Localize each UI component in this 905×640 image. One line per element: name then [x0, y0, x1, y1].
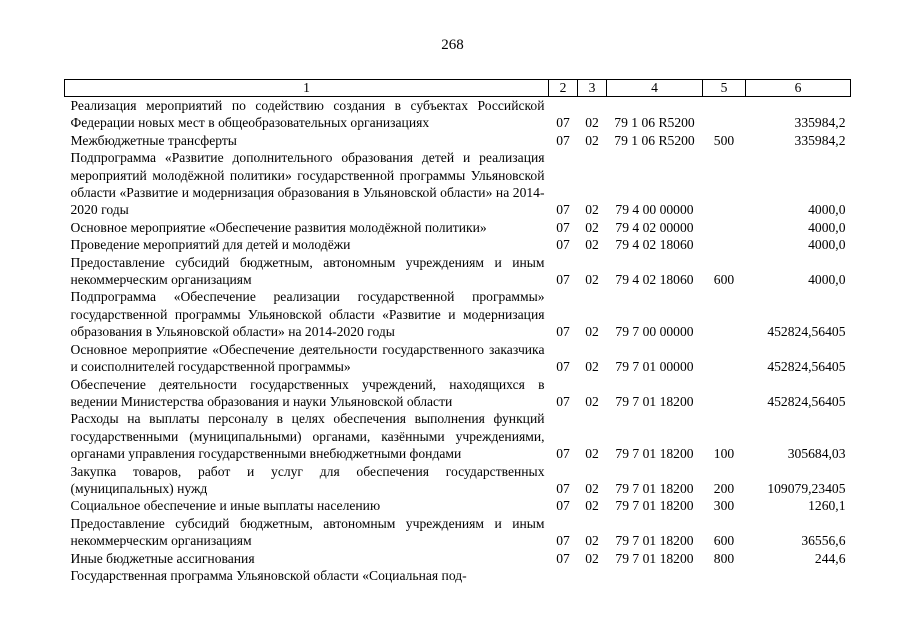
table-row: [65, 219, 851, 236]
table-row: [65, 497, 851, 514]
table-header-row: [65, 80, 851, 97]
subsection-code-cell: 02: [585, 237, 599, 253]
amount-cell: 305684,03: [787, 446, 846, 462]
expense-type-cell: 500: [713, 132, 735, 148]
target-article-cell: 79 7 01 18200: [615, 393, 694, 409]
row-name-cell: Предоставление субсидий бюджетным, автономным учреждениям и иным некоммерческим организациям: [70, 254, 545, 288]
table-row: [65, 567, 851, 584]
subsection-code-cell: 02: [585, 480, 599, 496]
header-cell-6: 6: [746, 80, 851, 97]
amount-cell: 4000,0: [808, 219, 846, 235]
subsection-code-cell: 02: [585, 393, 599, 409]
expense-type-cell: [703, 97, 746, 132]
expense-type-cell: [703, 149, 746, 219]
amount-cell: 452824,56405: [767, 393, 846, 409]
amount-cell: 244,6: [814, 550, 846, 566]
row-name-cell: Расходы на выплаты персоналу в целях обеспечения выполнения функций государственными (муниципальными) органами, казёнными учреждениями, органами управления государственными внебюджетными фондами: [70, 411, 545, 462]
amount-cell: 452824,56405: [767, 359, 846, 375]
row-name-cell: Основное мероприятие «Обеспечение деятельности государственного заказчика и соисполнителей государственной программы»: [70, 341, 545, 375]
table-row: [65, 236, 851, 253]
subsection-code-cell: 02: [585, 272, 599, 288]
subsection-code-cell: 02: [585, 324, 599, 340]
table-row: [65, 376, 851, 411]
target-article-cell: 79 4 02 18060: [615, 272, 694, 288]
expense-type-cell: 600: [713, 272, 735, 288]
row-name-cell: Государственная программа Ульяновской области «Социальная под-: [70, 567, 467, 583]
amount-cell: 452824,56405: [767, 324, 846, 340]
row-name-cell: Подпрограмма «Развитие дополнительного образования детей и реализация мероприятий молодёжной политики» государственной программы Ульяновской области «Развитие и модернизация образования в Ульяновской области» на 2014-2020 годы: [70, 150, 545, 218]
table-row: [65, 463, 851, 498]
table-row: [65, 254, 851, 289]
section-code-cell: 07: [556, 115, 570, 131]
expense-type-cell: [703, 567, 746, 584]
subsection-code-cell: 02: [585, 533, 599, 549]
section-code-cell: 07: [556, 272, 570, 288]
target-article-cell: 79 4 02 00000: [615, 219, 694, 235]
row-name-cell: Реализация мероприятий по содействию создания в субъектах Российской Федерации новых мест в общеобразовательных организациях: [70, 98, 545, 131]
row-name-cell: Закупка товаров, работ и услуг для обеспечения государственных (муниципальных) нужд: [70, 463, 545, 496]
header-cell-4: 4: [607, 80, 703, 97]
target-article-cell: [607, 567, 703, 584]
row-name-cell: Обеспечение деятельности государственных учреждений, находящихся в ведении Министерства образования и науки Ульяновской области: [70, 376, 545, 409]
amount-cell: 4000,0: [808, 237, 846, 253]
target-article-cell: 79 7 01 00000: [615, 359, 694, 375]
expense-type-cell: [703, 236, 746, 253]
section-code-cell: 07: [556, 219, 570, 235]
section-code-cell: [549, 567, 578, 584]
expense-type-cell: [703, 341, 746, 376]
header-cell-1: 1: [65, 80, 549, 97]
table-row: [65, 515, 851, 550]
subsection-code-cell: 02: [585, 202, 599, 218]
table-row: [65, 132, 851, 149]
subsection-code-cell: 02: [585, 446, 599, 462]
table-row: [65, 288, 851, 340]
header-cell-5: 5: [703, 80, 746, 97]
header-cell-2: 2: [549, 80, 578, 97]
amount-cell: 4000,0: [808, 202, 846, 218]
section-code-cell: 07: [556, 132, 570, 148]
section-code-cell: 07: [556, 550, 570, 566]
amount-cell: 335984,2: [794, 132, 846, 148]
amount-cell: 335984,2: [794, 115, 846, 131]
target-article-cell: 79 1 06 R5200: [614, 132, 695, 148]
budget-table: [64, 79, 851, 584]
row-name-cell: Подпрограмма «Обеспечение реализации государственной программы» государственной программы Ульяновской области «Развитие и модернизация образования в Ульяновской области» на 2014-2020 годы: [70, 289, 545, 340]
table-row: [65, 550, 851, 567]
subsection-code-cell: 02: [585, 219, 599, 235]
target-article-cell: 79 7 01 18200: [615, 480, 694, 496]
section-code-cell: 07: [556, 446, 570, 462]
amount-cell: 109079,23405: [767, 480, 846, 496]
target-article-cell: 79 4 02 18060: [615, 237, 694, 253]
section-code-cell: 07: [556, 393, 570, 409]
row-name-cell: Межбюджетные трансферты: [70, 132, 237, 148]
expense-type-cell: 300: [713, 498, 735, 514]
row-name-cell: Социальное обеспечение и иные выплаты населению: [70, 498, 381, 514]
row-name-cell: Основное мероприятие «Обеспечение развития молодёжной политики»: [70, 219, 487, 235]
target-article-cell: 79 4 00 00000: [615, 202, 694, 218]
row-name-cell: Проведение мероприятий для детей и молодёжи: [70, 237, 351, 253]
subsection-code-cell: [578, 567, 607, 584]
target-article-cell: 79 7 01 18200: [615, 446, 694, 462]
amount-cell: 4000,0: [808, 272, 846, 288]
row-name-cell: Иные бюджетные ассигнования: [70, 550, 255, 566]
target-article-cell: 79 7 01 18200: [615, 498, 694, 514]
section-code-cell: 07: [556, 324, 570, 340]
section-code-cell: 07: [556, 498, 570, 514]
section-code-cell: 07: [556, 359, 570, 375]
target-article-cell: 79 1 06 R5200: [614, 115, 695, 131]
section-code-cell: 07: [556, 237, 570, 253]
subsection-code-cell: 02: [585, 359, 599, 375]
section-code-cell: 07: [556, 202, 570, 218]
section-code-cell: 07: [556, 480, 570, 496]
header-cell-3: 3: [578, 80, 607, 97]
page-number: 268: [441, 37, 464, 53]
expense-type-cell: [703, 288, 746, 340]
expense-type-cell: [703, 376, 746, 411]
expense-type-cell: [703, 219, 746, 236]
amount-cell: [746, 567, 851, 584]
subsection-code-cell: 02: [585, 550, 599, 566]
subsection-code-cell: 02: [585, 115, 599, 131]
expense-type-cell: 200: [713, 480, 735, 496]
amount-cell: 1260,1: [808, 498, 846, 514]
section-code-cell: 07: [556, 533, 570, 549]
expense-type-cell: 600: [713, 533, 735, 549]
table-row: [65, 97, 851, 132]
expense-type-cell: 100: [713, 446, 735, 462]
subsection-code-cell: 02: [585, 498, 599, 514]
row-name-cell: Предоставление субсидий бюджетным, автономным учреждениям и иным некоммерческим организациям: [70, 515, 545, 549]
table-row: [65, 410, 851, 462]
expense-type-cell: 800: [713, 550, 735, 566]
target-article-cell: 79 7 01 18200: [615, 533, 694, 549]
amount-cell: 36556,6: [801, 533, 846, 549]
table-row: [65, 149, 851, 219]
subsection-code-cell: 02: [585, 132, 599, 148]
table-body: [65, 97, 851, 585]
table-row: [65, 341, 851, 376]
target-article-cell: 79 7 00 00000: [615, 324, 694, 340]
target-article-cell: 79 7 01 18200: [615, 550, 694, 566]
